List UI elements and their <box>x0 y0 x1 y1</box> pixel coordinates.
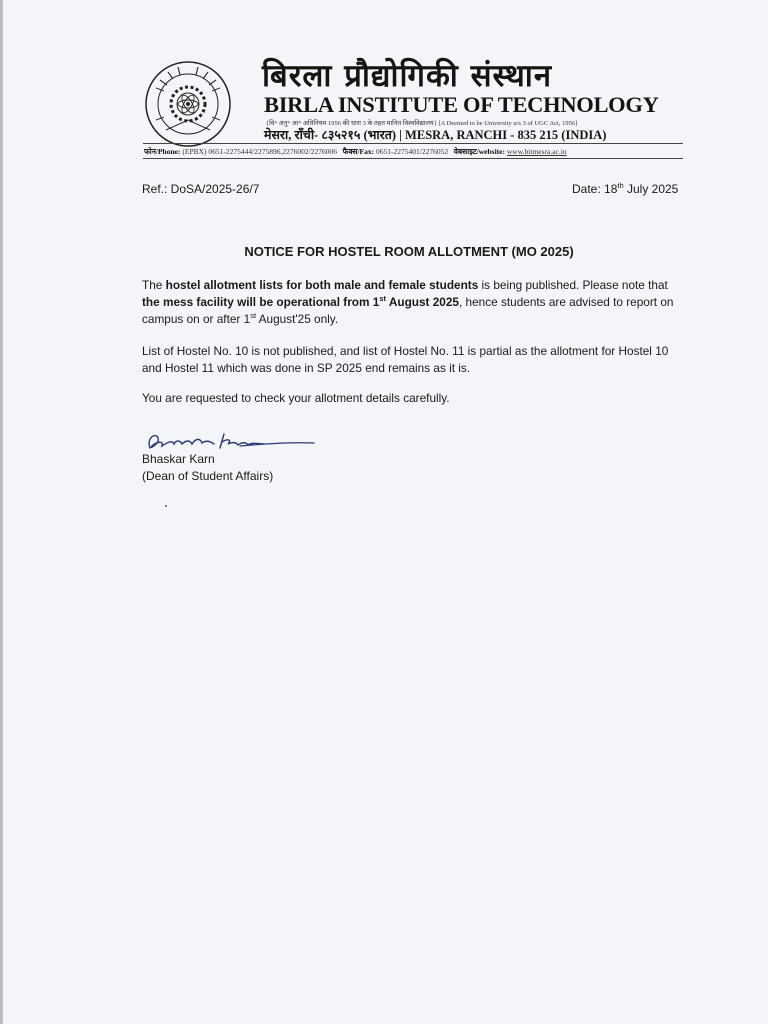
paragraph-hostel-10-11: List of Hostel No. 10 is not published, and list of Hostel No. 11 is partial as the allotment for Hostel 10 and Hostel 11 which was done in SP 2025 end remains as it is. <box>142 344 669 375</box>
contact-row <box>144 147 684 157</box>
institute-name-english: BIRLA INSTITUTE OF TECHNOLOGY <box>264 92 659 117</box>
phone-value: (EPBX) 0651-2275444/2275896,2276002/2276006 <box>182 147 337 156</box>
notice-date: Date: 18th July 2025 <box>572 181 679 196</box>
fax-label: फैक्स/Fax: <box>342 147 375 156</box>
notice-heading: NOTICE FOR HOSTEL ROOM ALLOTMENT (MO 2025) <box>244 244 574 259</box>
website-label: वेबसाइट/website: <box>453 147 505 156</box>
paragraph-check-details: You are requested to check your allotment details carefully. <box>142 391 450 405</box>
institute-seal-logo <box>144 60 232 148</box>
letterhead <box>140 56 660 146</box>
fax-value: 0651-2275401/2276052 <box>376 147 449 156</box>
scan-speck <box>165 505 167 507</box>
institute-address: मेसरा, राँची- ८३५२१५ (भारत) | MESRA, RANCHI - 835 215 (INDIA) <box>264 128 607 142</box>
reference-number: Ref.: DoSA/2025-26/7 <box>142 182 260 196</box>
signatory-title: (Dean of Student Affairs) <box>142 469 274 483</box>
website-link[interactable]: www.bitmesra.ac.in <box>506 147 567 156</box>
phone-label: फोन/Phone: <box>144 147 181 156</box>
signatory-name: Bhaskar Karn <box>142 452 215 466</box>
letterhead-rule-top <box>143 143 683 144</box>
institute-subtitle: {वि॰ अनु॰ आ॰ अधिनियम 1956 की धारा 3 के तहत मानित विश्वविद्यालय} [A Deemed to be University u/s 3 of UGC Act, 1956] <box>266 120 578 127</box>
paragraph-hostel-allotment: The hostel allotment lists for both male and female students is being published. Please note that the mess facility will be operational from 1st August 2025, hence students are advised to report on campus on or after 1st August'25 only. <box>142 278 674 326</box>
institute-name-hindi: बिरला प्रौद्योगिकी संस्थान <box>262 58 553 94</box>
page-edge <box>0 0 3 1024</box>
letterhead-rule-bottom <box>143 158 683 159</box>
